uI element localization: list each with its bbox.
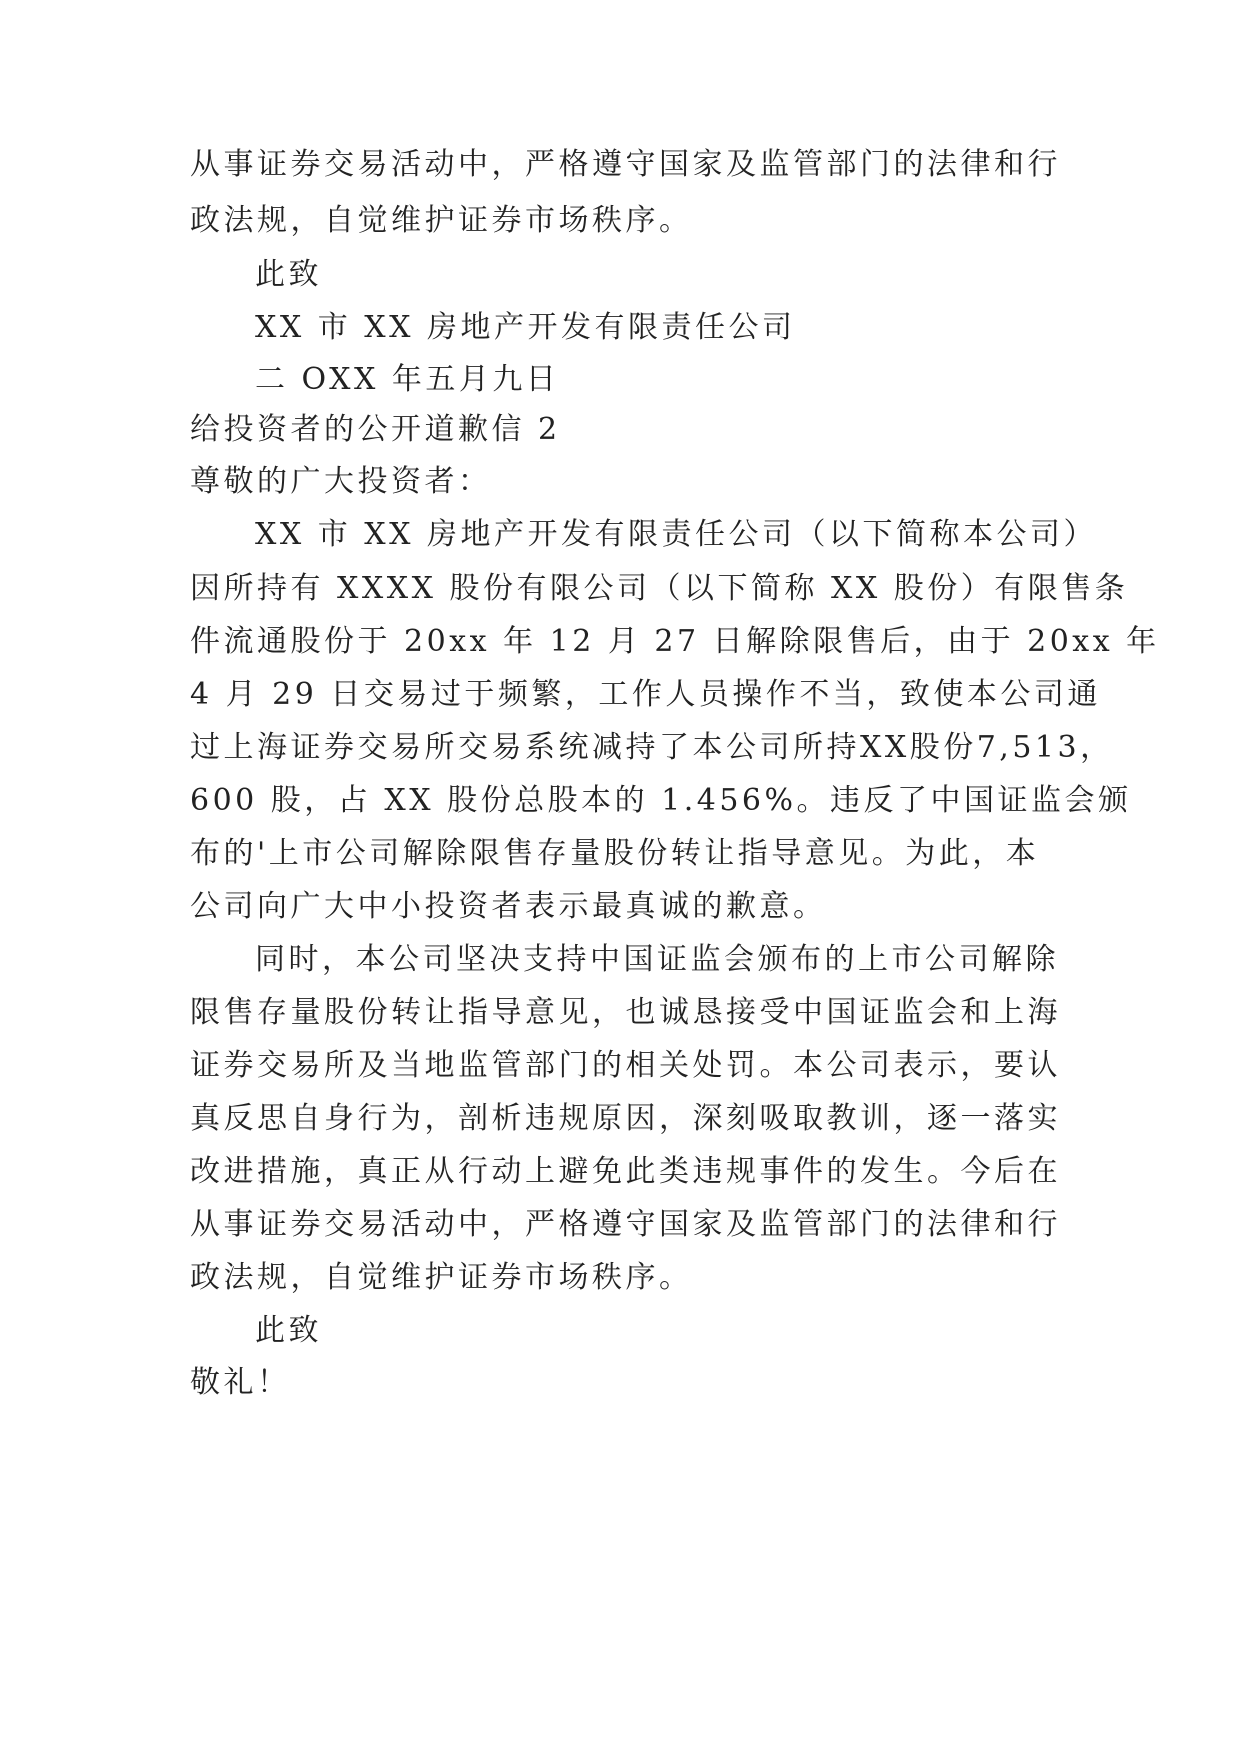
paragraph-line: XX 市 XX 房地产开发有限责任公司（以下简称本公司）: [255, 517, 1098, 552]
salutation-text: 此致: [255, 1313, 322, 1348]
paragraph-line: 改进措施，真正从行动上避免此类违规事件的发生。今后在: [190, 1154, 1061, 1189]
paragraph-line: 政法规，自觉维护证券市场秩序。: [190, 1260, 693, 1295]
paragraph-line: 过上海证券交易所交易系统减持了本公司所持XX股份7,513，: [190, 730, 1114, 765]
paragraph-line: 从事证券交易活动中，严格遵守国家及监管部门的法律和行: [190, 147, 1061, 182]
paragraph-line: 4 月 29 日交易过于频繁，工作人员操作不当，致使本公司通: [190, 677, 1101, 712]
paragraph-line: 证券交易所及当地监管部门的相关处罚。本公司表示，要认: [190, 1048, 1061, 1083]
signature-company: XX 市 XX 房地产开发有限责任公司: [255, 310, 796, 345]
signature-date: 二 OXX 年五月九日: [255, 362, 560, 397]
letter-title: 给投资者的公开道歉信 2: [190, 412, 561, 447]
paragraph-line: 600 股，占 XX 股份总股本的 1.456%。违反了中国证监会颁: [190, 783, 1132, 818]
closing-regards: 敬礼！: [190, 1365, 291, 1400]
paragraph-line: 同时，本公司坚决支持中国证监会颁布的上市公司解除: [255, 942, 1059, 977]
paragraph-line: 从事证券交易活动中，严格遵守国家及监管部门的法律和行: [190, 1207, 1061, 1242]
paragraph-line: 布的'上市公司解除限售存量股份转让指导意见。为此，本: [190, 836, 1040, 871]
paragraph-line: 真反思自身行为，剖析违规原因，深刻吸取教训，逐一落实: [190, 1101, 1061, 1136]
paragraph-line: 政法规，自觉维护证券市场秩序。: [190, 203, 693, 238]
salutation-text: 此致: [255, 257, 322, 292]
letter-greeting: 尊敬的广大投资者：: [190, 464, 492, 499]
paragraph-line: 件流通股份于 20xx 年 12 月 27 日解除限售后，由于 20xx 年: [190, 624, 1160, 659]
paragraph-line: 因所持有 XXXX 股份有限公司（以下简称 XX 股份）有限售条: [190, 571, 1129, 606]
paragraph-line: 限售存量股份转让指导意见，也诚恳接受中国证监会和上海: [190, 995, 1061, 1030]
paragraph-line: 公司向广大中小投资者表示最真诚的歉意。: [190, 889, 827, 924]
